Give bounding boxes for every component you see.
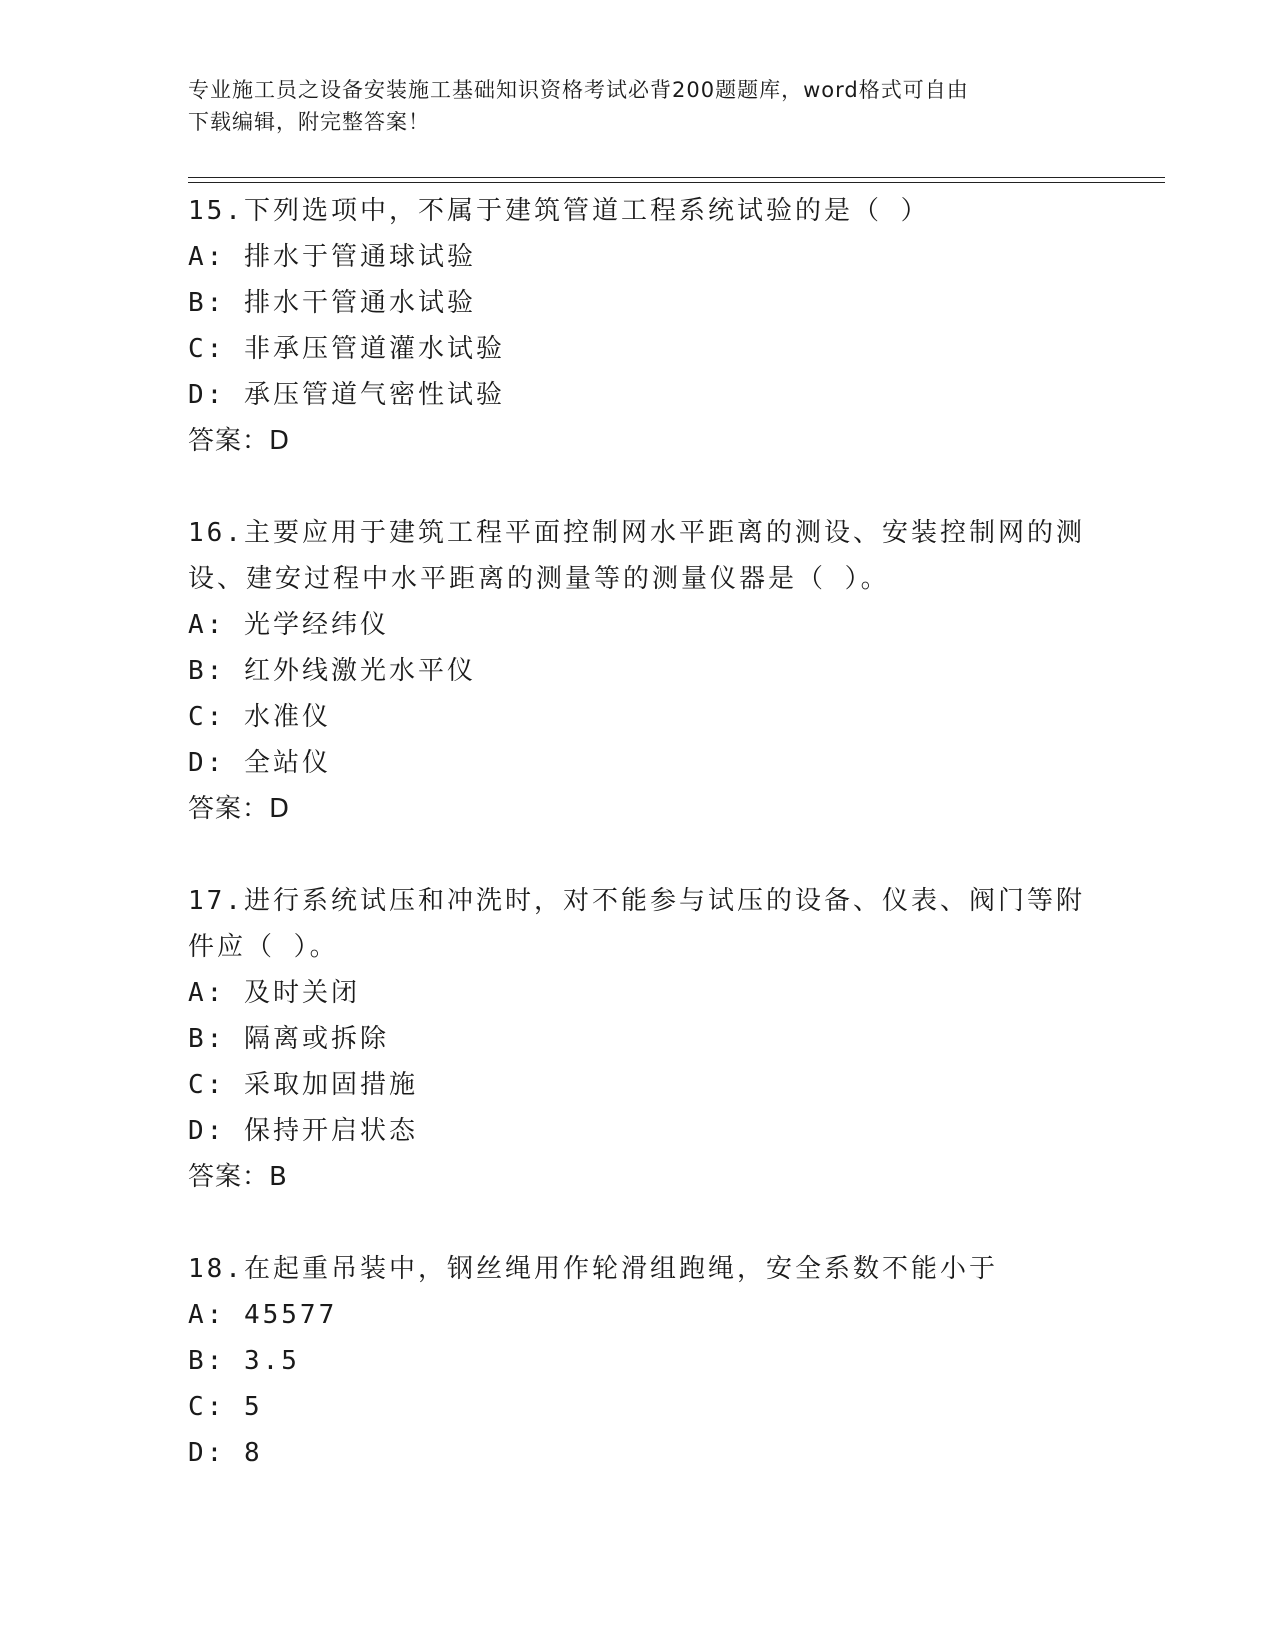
question-text: 17.进行系统试压和冲洗时，对不能参与试压的设备、仪表、阀门等附	[188, 886, 1085, 916]
option-a: A: 排水于管通球试验	[188, 242, 476, 272]
question-list	[188, 188, 1088, 1522]
header-line-1: 专业施工员之设备安装施工基础知识资格考试必背200题题库，word格式可自由	[188, 78, 969, 102]
option-b: B: 3.5	[188, 1346, 300, 1376]
question-text-continued: 件应（ ）。	[188, 932, 339, 962]
question-text: 15.下列选项中，不属于建筑管道工程系统试验的是（ ）	[188, 196, 930, 226]
answer: 答案：B	[188, 1162, 288, 1192]
question-15	[188, 188, 1088, 464]
option-b: B: 排水干管通水试验	[188, 288, 476, 318]
option-a: A: 光学经纬仪	[188, 610, 389, 640]
document-header	[188, 74, 1088, 138]
question-16	[188, 510, 1088, 832]
answer: 答案：D	[188, 794, 291, 824]
question-text-continued: 设、建安过程中水平距离的测量等的测量仪器是（ ）。	[188, 564, 890, 594]
option-d: D: 8	[188, 1438, 263, 1468]
option-a: A: 45577	[188, 1300, 338, 1330]
question-18	[188, 1246, 1088, 1476]
option-c: C: 采取加固措施	[188, 1070, 418, 1100]
option-d: D: 保持开启状态	[188, 1116, 418, 1146]
option-b: B: 红外线激光水平仪	[188, 656, 476, 686]
option-d: D: 全站仪	[188, 748, 331, 778]
header-divider-top	[188, 177, 1165, 178]
header-divider-bottom	[188, 182, 1165, 183]
answer: 答案：D	[188, 426, 291, 456]
option-c: C: 水准仪	[188, 702, 331, 732]
option-b: B: 隔离或拆除	[188, 1024, 389, 1054]
question-text: 18.在起重吊装中，钢丝绳用作轮滑组跑绳，安全系数不能小于	[188, 1254, 998, 1284]
option-c: C: 5	[188, 1392, 263, 1422]
option-c: C: 非承压管道灌水试验	[188, 334, 505, 364]
header-line-2: 下载编辑，附完整答案！	[188, 110, 430, 134]
question-text: 16.主要应用于建筑工程平面控制网水平距离的测设、安装控制网的测	[188, 518, 1085, 548]
option-d: D: 承压管道气密性试验	[188, 380, 505, 410]
question-17	[188, 878, 1088, 1200]
option-a: A: 及时关闭	[188, 978, 360, 1008]
